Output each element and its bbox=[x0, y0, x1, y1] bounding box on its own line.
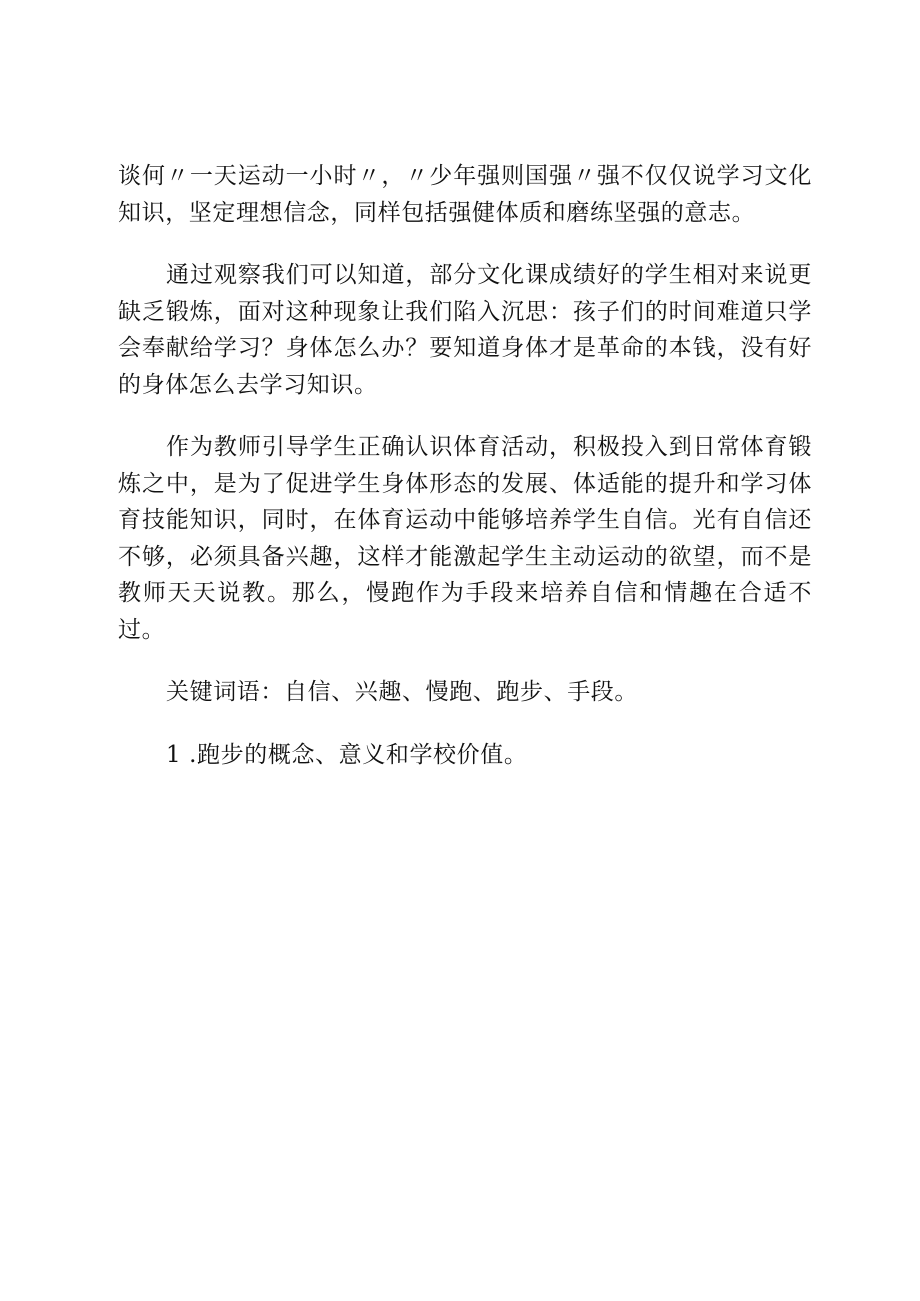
paragraph-2: 通过观察我们可以知道，部分文化课成绩好的学生相对来说更缺乏锻炼，面对这种现象让我们陷入沉思：孩子们的时间难道只学会奉献给学习？身体怎么办？要知道身体才是革命的本钱，没有好的身体怎么去学习知识。 bbox=[118, 262, 812, 398]
paragraph-3: 作为教师引导学生正确认识体育活动，积极投入到日常体育锻炼之中，是为了促进学生身体形态的发展、体适能的提升和学习体育技能知识，同时，在体育运动中能够培养学生自信。光有自信还不够，必须具备兴趣，这样才能激起学生主动运动的欲望，而不是教师天天说教。那么，慢跑作为手段来培养自信和情趣在合适不过。 bbox=[118, 434, 812, 643]
keywords-line: 关键词语：自信、兴趣、慢跑、跑步、手段。 bbox=[166, 679, 638, 705]
section-heading: 1 .跑步的概念、意义和学校价值。 bbox=[166, 741, 528, 768]
document-page bbox=[118, 158, 812, 773]
paragraph-1: 谈何〃一天运动一小时〃，〃少年强则国强〃强不仅仅说学习文化知识，坚定理想信念，同样包括强健体质和磨练坚强的意志。 bbox=[118, 163, 812, 226]
